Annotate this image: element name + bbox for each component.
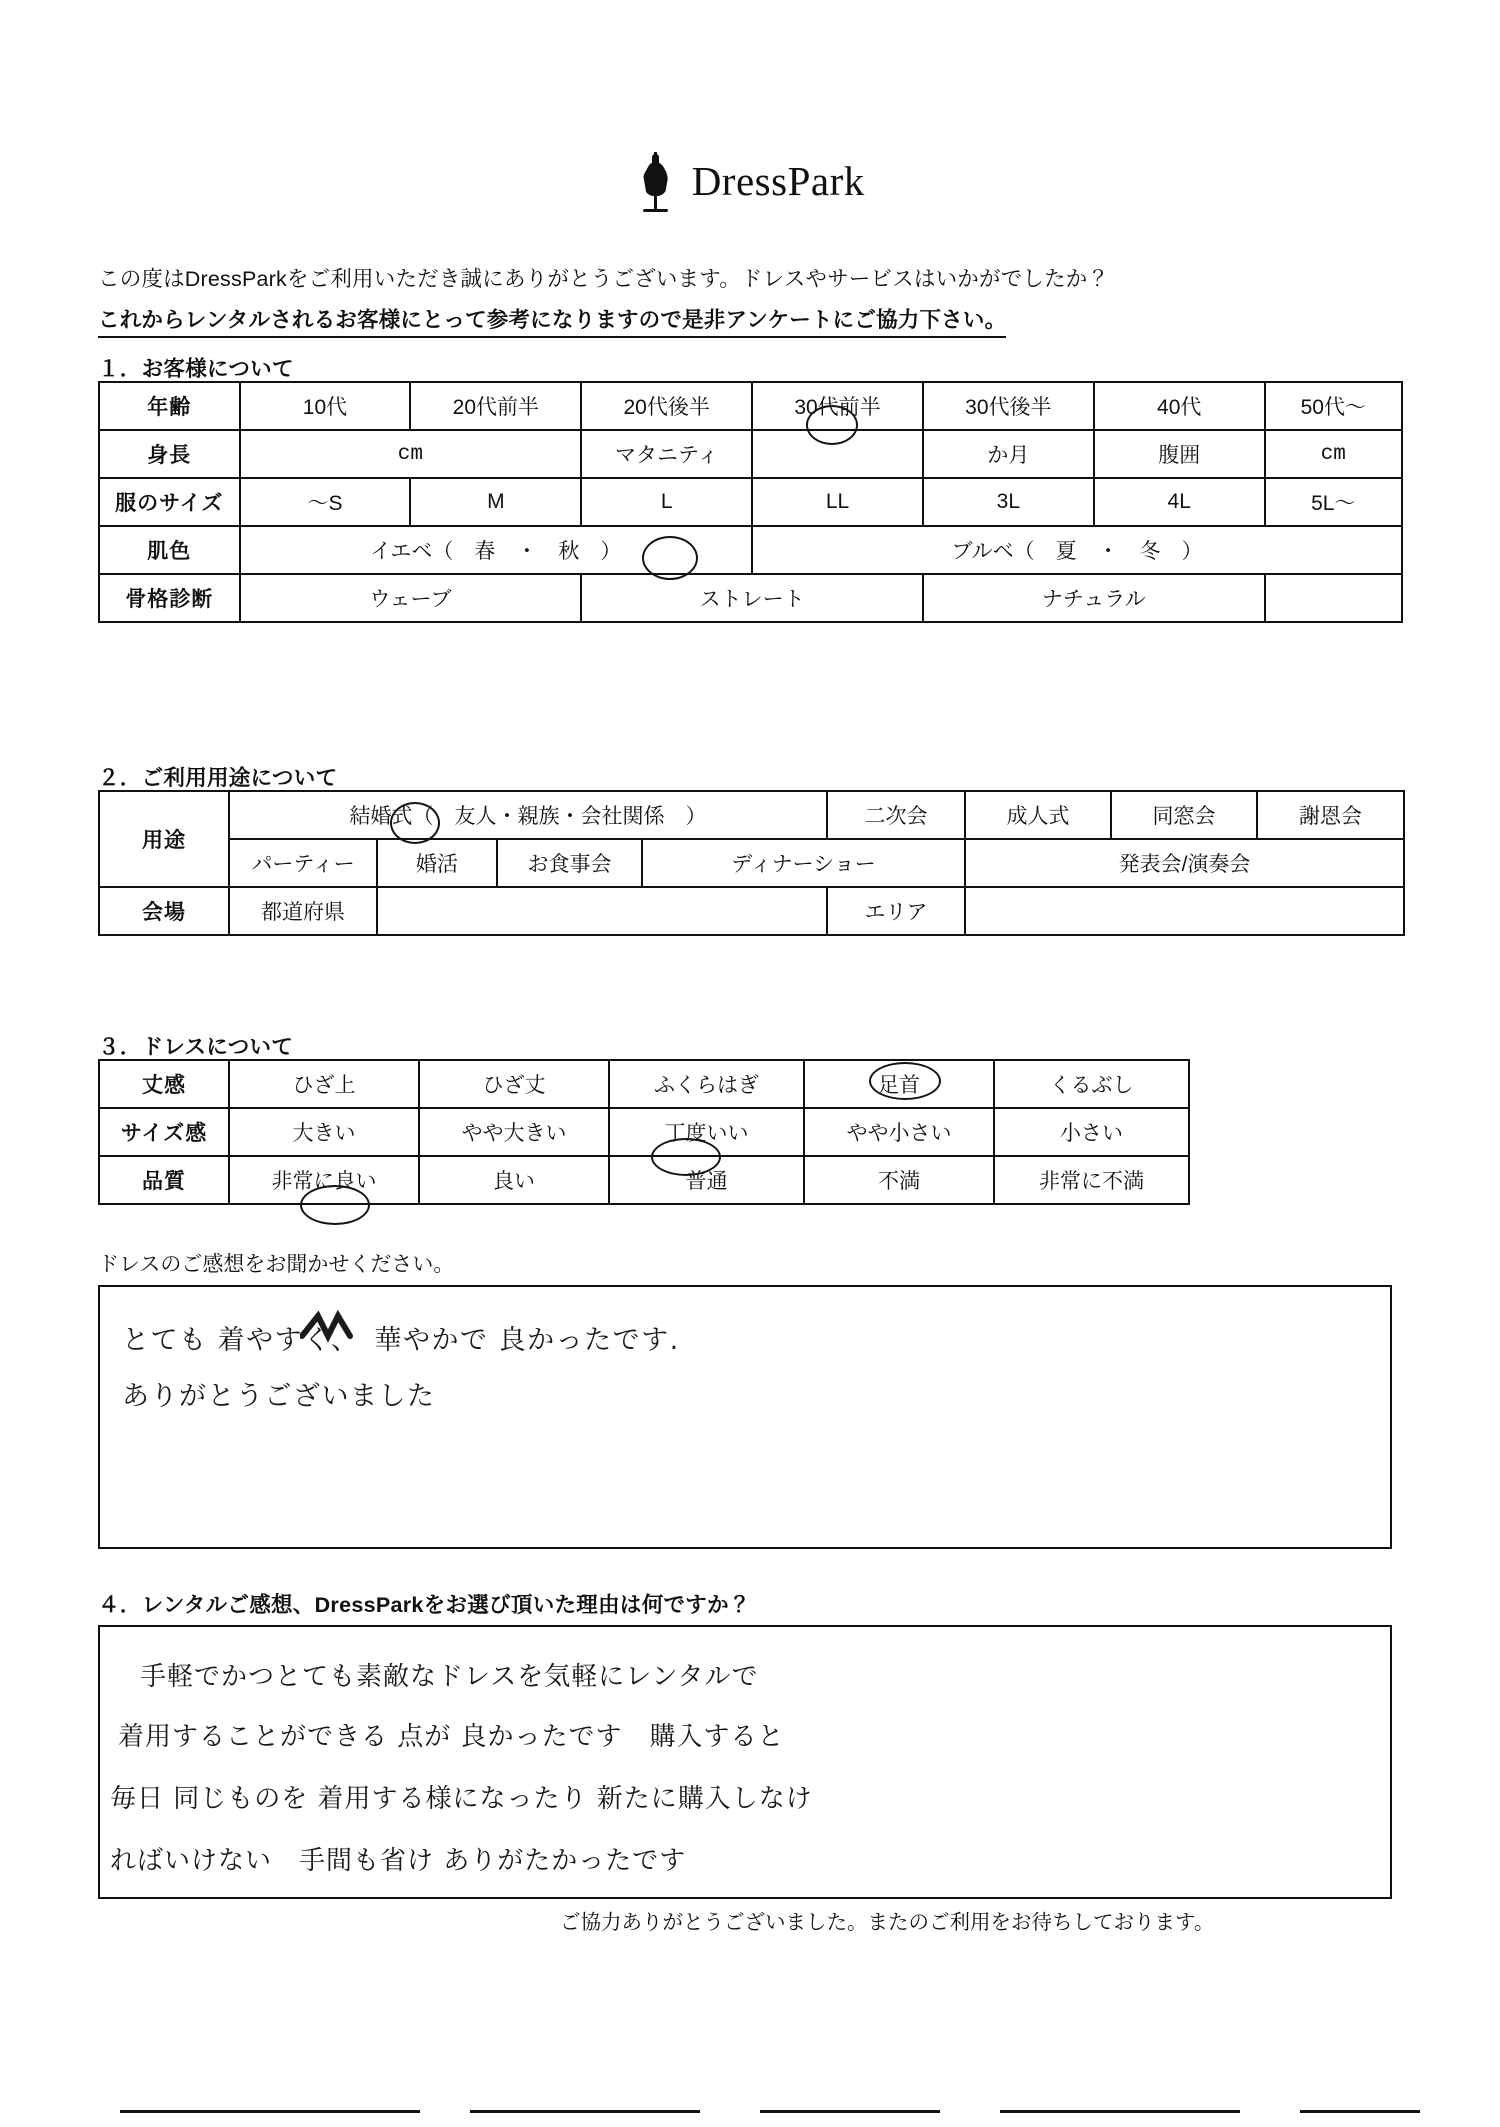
row-label-quality: 品質 — [99, 1156, 229, 1204]
option-fit-3[interactable]: やや小さい — [804, 1108, 994, 1156]
option-purpose-recital[interactable]: 発表会/演奏会 — [965, 839, 1404, 887]
impression-handwriting-line-2: ありがとうございました — [122, 1381, 436, 1412]
dress-form-icon — [635, 150, 677, 212]
option-skin-0[interactable]: イエベ（ 春 ・ 秋 ） — [240, 526, 753, 574]
option-age-6[interactable]: 50代〜 — [1265, 382, 1402, 430]
row-label-length: 丈感 — [99, 1060, 229, 1108]
table-row-venue — [99, 887, 1404, 935]
scan-artifact-dashes — [0, 2110, 1500, 2113]
option-fit-0[interactable]: 大きい — [229, 1108, 419, 1156]
intro-line-2: これからレンタルされるお客様にとって参考になりますので是非アンケートにご協力下さい。 — [98, 303, 1006, 338]
venue-prefecture-label: 都道府県 — [229, 887, 377, 935]
row-label-skin-tone: 肌色 — [99, 526, 240, 574]
option-fit-1[interactable]: やや大きい — [419, 1108, 609, 1156]
option-bone-0[interactable]: ウェーブ — [240, 574, 582, 622]
option-purpose-matchmaking[interactable]: 婚活 — [377, 839, 497, 887]
maternity-label[interactable]: マタニティ — [581, 430, 752, 478]
table-row-fit — [99, 1108, 1189, 1156]
purpose-table — [98, 790, 1405, 936]
venue-prefecture-field[interactable] — [377, 887, 827, 935]
option-length-3[interactable]: 足首 — [804, 1060, 994, 1108]
venue-area-field[interactable] — [965, 887, 1404, 935]
row-label-fit: サイズ感 — [99, 1108, 229, 1156]
row-label-bone-type: 骨格診断 — [99, 574, 240, 622]
option-size-3[interactable]: LL — [752, 478, 923, 526]
option-purpose-dining[interactable]: お食事会 — [497, 839, 642, 887]
option-purpose-party[interactable]: パーティー — [229, 839, 377, 887]
section-1-heading: １．お客様について — [98, 357, 294, 381]
option-length-1[interactable]: ひざ丈 — [419, 1060, 609, 1108]
brand-name: DressPark — [691, 158, 865, 204]
table-row-purpose-1 — [99, 791, 1404, 839]
option-purpose-reunion[interactable]: 同窓会 — [1111, 791, 1257, 839]
row-label-age: 年齢 — [99, 382, 240, 430]
reason-handwriting-line-2: 着用することができる 点が 良かったです 購入すると — [118, 1722, 785, 1752]
option-size-6[interactable]: 5L〜 — [1265, 478, 1402, 526]
option-quality-4[interactable]: 非常に不満 — [994, 1156, 1189, 1204]
option-length-2[interactable]: ふくらはぎ — [609, 1060, 804, 1108]
brand-logo — [0, 150, 1500, 212]
table-row-height — [99, 430, 1402, 478]
option-skin-1[interactable]: ブルベ（ 夏 ・ 冬 ） — [752, 526, 1402, 574]
table-row-bone-type — [99, 574, 1402, 622]
option-size-2[interactable]: L — [581, 478, 752, 526]
option-quality-3[interactable]: 不満 — [804, 1156, 994, 1204]
option-age-1[interactable]: 20代前半 — [410, 382, 581, 430]
option-purpose-dinnershow[interactable]: ディナーショー — [642, 839, 965, 887]
option-quality-0[interactable]: 非常に良い — [229, 1156, 419, 1204]
table-row-quality — [99, 1156, 1189, 1204]
table-row-purpose-2 — [99, 839, 1404, 887]
option-bone-1[interactable]: ストレート — [581, 574, 923, 622]
impression-label: ドレスのご感想をお聞かせください。 — [98, 1253, 455, 1276]
dress-feedback-table — [98, 1059, 1190, 1205]
option-age-4[interactable]: 30代後半 — [923, 382, 1094, 430]
option-size-4[interactable]: 3L — [923, 478, 1094, 526]
row-label-height: 身長 — [99, 430, 240, 478]
table-row-clothes-size — [99, 478, 1402, 526]
venue-area-label: エリア — [827, 887, 965, 935]
option-age-0[interactable]: 10代 — [240, 382, 411, 430]
option-purpose-afterparty[interactable]: 二次会 — [827, 791, 965, 839]
option-age-3[interactable]: 30代前半 — [752, 382, 923, 430]
closing-text: ご協力ありがとうございました。またのご利用をお待ちしております。 — [560, 1911, 1215, 1934]
customer-info-table — [98, 381, 1403, 623]
section-2-heading: ２．ご利用用途について — [98, 766, 338, 790]
row-label-venue: 会場 — [99, 887, 229, 935]
row-label-purpose: 用途 — [99, 791, 229, 887]
table-row-age — [99, 382, 1402, 430]
option-size-5[interactable]: 4L — [1094, 478, 1265, 526]
section-3-heading: ３．ドレスについて — [98, 1035, 294, 1059]
option-fit-4[interactable]: 小さい — [994, 1108, 1189, 1156]
waist-value-field[interactable]: cm — [1265, 430, 1402, 478]
option-length-0[interactable]: ひざ上 — [229, 1060, 419, 1108]
reason-handwriting-line-3: 毎日 同じものを 着用する様になったり 新たに購入しなけ — [110, 1784, 813, 1814]
maternity-month-unit: か月 — [923, 430, 1094, 478]
option-purpose-comingofage[interactable]: 成人式 — [965, 791, 1111, 839]
height-value-field[interactable]: cm — [240, 430, 582, 478]
table-row-skin-tone — [99, 526, 1402, 574]
option-purpose-thanksgiving[interactable]: 謝恩会 — [1257, 791, 1404, 839]
bone-type-empty-cell — [1265, 574, 1402, 622]
maternity-month-value[interactable] — [752, 430, 923, 478]
intro-line-1: この度はDressParkをご利用いただき誠にありがとうございます。ドレスやサービスはいかがでしたか？ — [98, 267, 1110, 291]
option-purpose-wedding[interactable]: 結婚式（ 友人・親族・会社関係 ） — [229, 791, 827, 839]
row-label-clothes-size: 服のサイズ — [99, 478, 240, 526]
option-bone-2[interactable]: ナチュラル — [923, 574, 1265, 622]
option-age-2[interactable]: 20代後半 — [581, 382, 752, 430]
impression-handwriting-line-1: とても 着やすく、 華やかで 良かったです. — [122, 1325, 680, 1356]
option-quality-2[interactable]: 普通 — [609, 1156, 804, 1204]
option-age-5[interactable]: 40代 — [1094, 382, 1265, 430]
option-quality-1[interactable]: 良い — [419, 1156, 609, 1204]
waist-label: 腹囲 — [1094, 430, 1265, 478]
option-fit-2[interactable]: 丁度いい — [609, 1108, 804, 1156]
reason-handwriting-line-4: ればいけない 手間も省け ありがたかったです — [110, 1846, 687, 1876]
section-4-heading: ４．レンタルご感想、DressParkをお選び頂いた理由は何ですか？ — [98, 1593, 751, 1617]
option-size-0[interactable]: 〜S — [240, 478, 411, 526]
reason-handwriting-line-1: 手軽でかつとても素敵なドレスを気軽にレンタルで — [140, 1662, 759, 1692]
table-row-length — [99, 1060, 1189, 1108]
option-size-1[interactable]: M — [410, 478, 581, 526]
option-length-4[interactable]: くるぶし — [994, 1060, 1189, 1108]
